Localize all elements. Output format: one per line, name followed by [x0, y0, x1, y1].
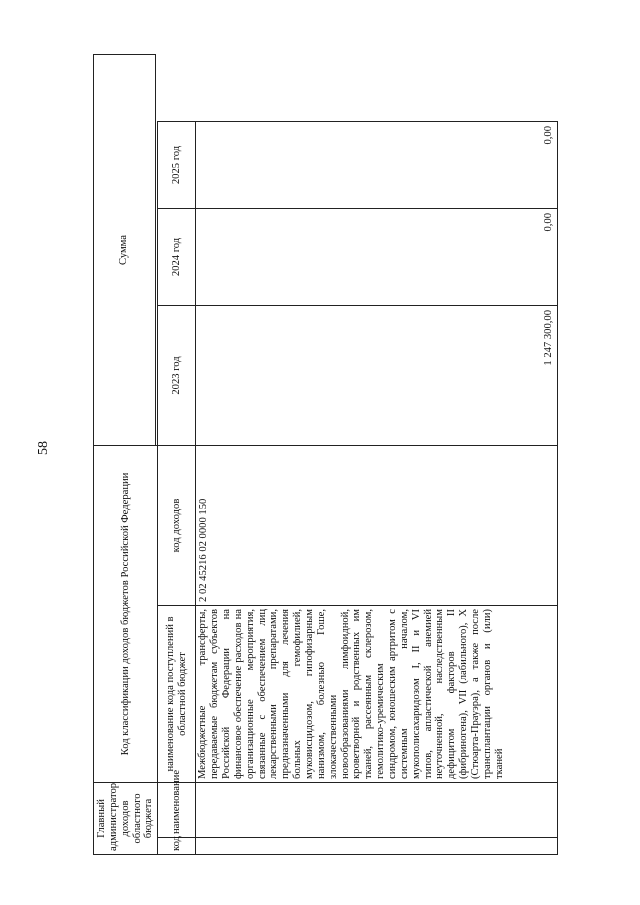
- header-name: наименование: [158, 783, 196, 838]
- table-row: [196, 54, 558, 854]
- header-admin: Главный администратор доходов областного бюджета: [94, 783, 158, 855]
- sum-2024-cell: 0,00: [196, 208, 558, 305]
- page-number: 58: [36, 441, 51, 455]
- header-sum: Сумма: [94, 54, 156, 445]
- header-year-2023: 2023 год: [158, 305, 196, 445]
- header-row-1: [94, 54, 156, 854]
- header-income-code: код доходов: [158, 445, 196, 605]
- sum-2025-cell: 0,00: [196, 121, 558, 208]
- header-row-2: [158, 54, 196, 854]
- header-classification: Код классификации доходов бюджетов Российской Федерации: [94, 445, 158, 782]
- admin-name-cell: [196, 783, 558, 838]
- description-cell: Межбюджетные трансферты, передаваемые бюджетам субъектов Российской Федерации на финансовое обеспечение расходов на организационные мероприятия, связанные с обеспечением лиц лекарственными препаратами, предназначенными для лечения больных гемофилией, муковисцидозом, гипофизарным нанизмом, болезнью Гоше, злокачественными новообразованиями лимфоидной, кроветворной и родственных им тканей, рассеянным склерозом, гемолитико-уремическим синдромом, юношеским артритом с системным началом, мукополисахаридозом I, II и VI типов, апластической анемией неуточненной, наследственным дефицитом факторов II (фибриногена), VII (лабильного), X (Стюарта-Прауэра), а также после трансплантации органов и (или) тканей: [196, 606, 558, 783]
- rotated-page-content: [93, 55, 558, 855]
- sum-2023-cell: 1 247 300,00: [196, 305, 558, 445]
- header-year-2025: 2025 год: [158, 121, 196, 208]
- income-code-cell: 2 02 45216 02 0000 150: [196, 445, 558, 605]
- admin-code-cell: [196, 838, 558, 855]
- header-code: код: [158, 838, 196, 855]
- income-table: [93, 54, 558, 855]
- header-income-name: наименование кода поступлений в областной бюджет: [158, 606, 196, 783]
- header-year-2024: 2024 год: [158, 208, 196, 305]
